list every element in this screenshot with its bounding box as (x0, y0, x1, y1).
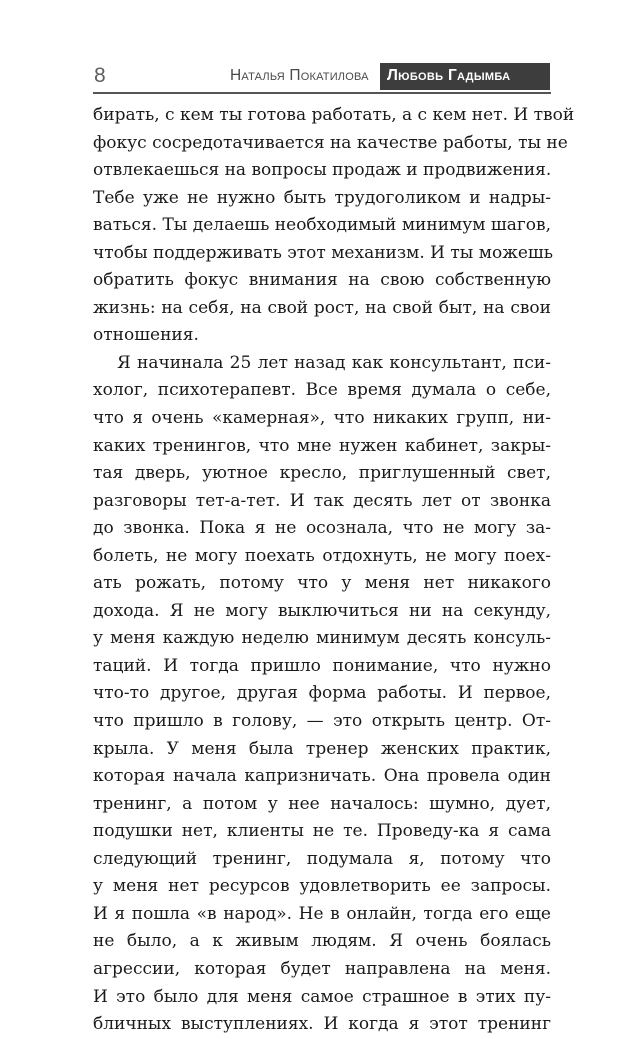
text-line: что я очень «камерная», что никаких групп, ни- (93, 408, 551, 429)
text-line: у меня нет ресурсов удовлетворить ее запросы. (93, 876, 551, 897)
text-line: бличных выступлениях. И когда я этот тренинг (93, 1014, 551, 1035)
text-line: болеть, не могу поехать отдохнуть, не могу поех- (93, 545, 551, 566)
text-line: у меня каждую неделю минимум десять консуль- (93, 628, 551, 649)
text-line: каких тренингов, что мне нужен кабинет, закры- (93, 435, 551, 456)
text-line: бирать, с кем ты готова работать, а с кем нет. И твой (93, 105, 575, 125)
text-line: подушки нет, клиенты не те. Проведу-ка я сама (93, 821, 551, 842)
text-line: фокус сосредотачивается на качестве работы, ты не (93, 132, 568, 153)
text-line: что-то другое, другая форма работы. И первое, (93, 683, 551, 704)
text-line: не было, а к живым людям. Я очень боялась (93, 931, 551, 952)
text-line: отвлекаешься на вопросы продаж и продвижения. (93, 160, 552, 181)
text-line: разговоры тет-а-тет. И так десять лет от звонка (93, 490, 551, 511)
text-line: что пришло в голову, — это открыть центр. От- (93, 711, 551, 732)
text-line: до звонка. Пока я не осознала, что не могу за- (93, 518, 551, 539)
text-line: Я начинала 25 лет назад как консультант, пси- (117, 352, 551, 373)
text-line: чтобы поддерживать этот механизм. И ты можешь (93, 242, 553, 263)
paragraph-1 (93, 102, 575, 350)
book-title: Любовь Гадымба (387, 67, 511, 84)
text-line: дохода. Я не могу выключиться ни на секунду, (93, 600, 551, 621)
author-name: Наталья Покатилова (230, 67, 369, 84)
text-line: тая дверь, уютное кресло, приглушенный свет, (93, 463, 551, 484)
text-line: обратить фокус внимания на свою собственную (93, 270, 551, 291)
text-line: агрессии, которая будет направлена на меня. (93, 958, 551, 979)
running-head (0, 0, 619, 110)
text-line: И это было для меня самое страшное в этих пу- (93, 986, 551, 1007)
text-line: таций. И тогда пришло понимание, что нужно (93, 655, 551, 676)
header-rule (93, 92, 551, 94)
text-line: ать рожать, потому что у меня нет никакого (93, 573, 551, 594)
text-line: Тебе уже не нужно быть трудоголиком и надры- (93, 187, 551, 208)
body-text (93, 102, 575, 1039)
text-line: ваться. Ты делаешь необходимый минимум шагов, (93, 215, 551, 236)
page-number: 8 (94, 64, 106, 87)
text-line: следующий тренинг, подумала я, потому что (93, 848, 551, 869)
text-line: жизнь: на себя, на свой рост, на свой быт, на свои (93, 297, 551, 318)
text-line: И я пошла «в народ». Не в онлайн, тогда его еще (93, 903, 551, 924)
text-line: холог, психотерапевт. Все время думала о себе, (93, 380, 551, 401)
paragraph-2 (93, 350, 551, 1039)
text-line: крыла. У меня была тренер женских практик, (93, 738, 551, 759)
text-line: которая начала капризничать. Она провела один (93, 766, 551, 787)
text-line: тренинг, а потом у нее началось: шумно, дует, (93, 793, 551, 814)
text-line: отношения. (93, 325, 199, 346)
